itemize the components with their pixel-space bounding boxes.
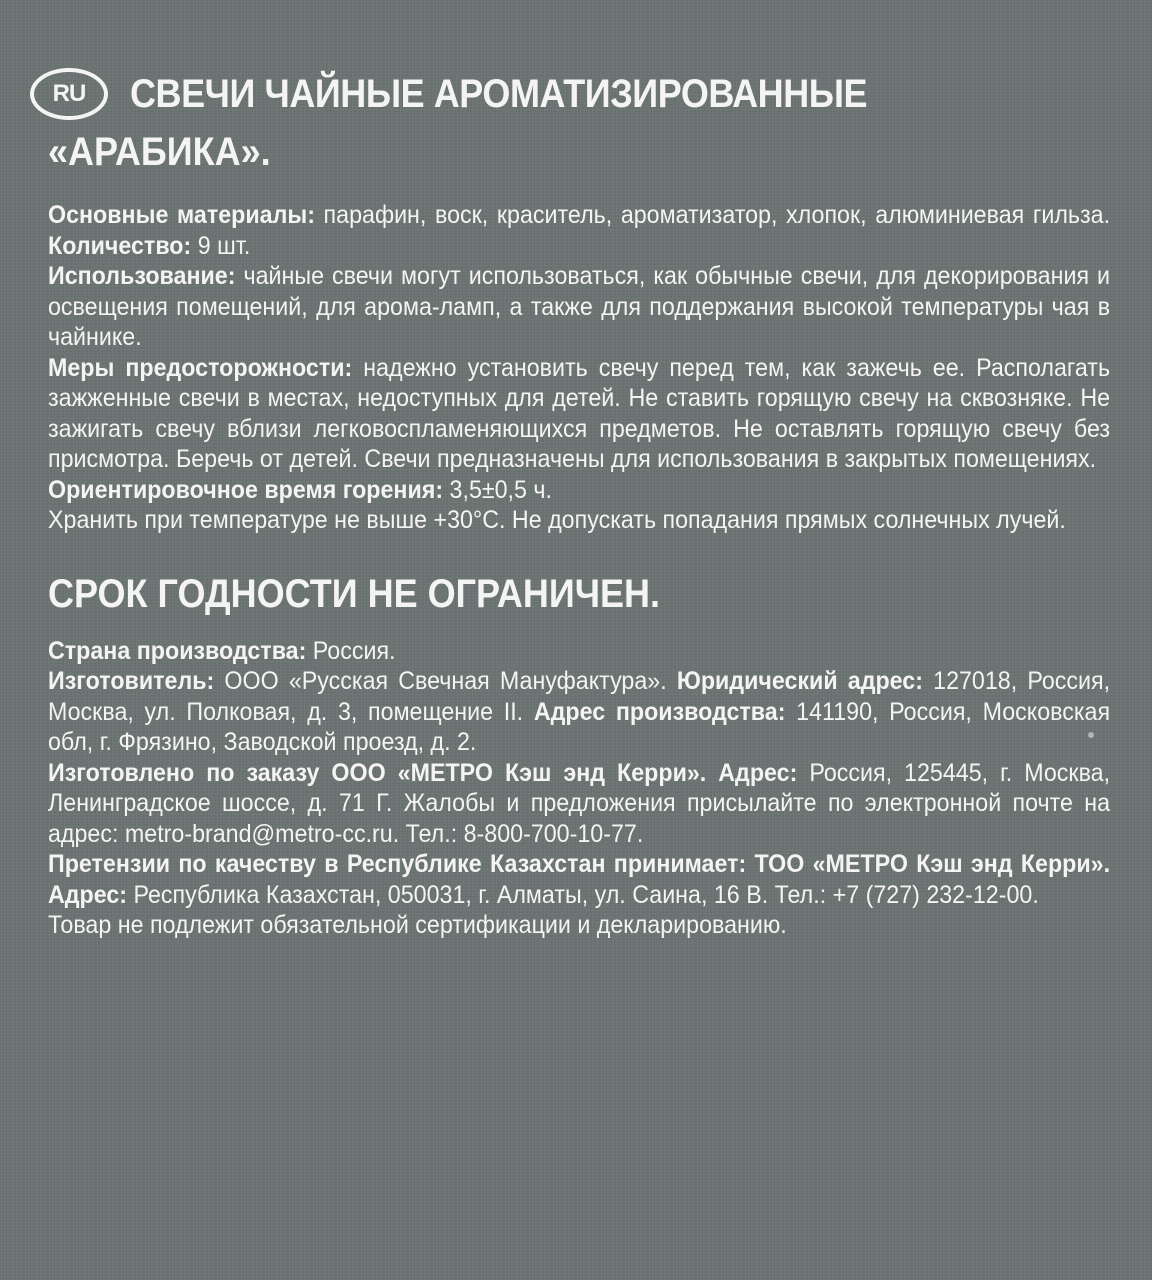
product-label: [48, 64, 1110, 941]
shelf-life-heading: СРОК ГОДНОСТИ НЕ ОГРАНИЧЕН.: [48, 571, 661, 616]
kz-claims-label: Претензии по качеству в Республике Казахстан принимает: ТОО «МЕТРО Кэш энд Керри». Адрес:: [48, 850, 1111, 909]
country-label: Страна производства:: [48, 636, 307, 665]
storage-paragraph: Хранить при температуре не выше +30°С. Не допускать попадания прямых солнечных лучей.: [48, 506, 1066, 534]
burn-time-paragraph: [48, 475, 1110, 506]
usage-text: чайные свечи могут использоваться, как обычные свечи, для декорирования и освещения помещений, для арома-ламп, а также для поддержания высокой температуры чая в чайнике.: [48, 262, 1111, 351]
precautions-paragraph: [48, 353, 1110, 475]
legal-address-text: 127018, Россия, Москва, ул. Полковая, д. 3, помещение II.: [48, 667, 1111, 726]
quantity-text: 9 шт.: [191, 231, 251, 260]
ordered-by-text: Россия, 125445, г. Москва, Ленинградское шоссе, д. 71 Г. Жалобы и предложения присылайте по электронной почте на адрес: metro-brand@metro-cc.ru. Тел.: 8-800-700-10-77.: [48, 758, 1111, 848]
certification-paragraph: Товар не подлежит обязательной сертификации и декларированию.: [48, 911, 787, 939]
quantity-label: Количество:: [48, 231, 192, 260]
language-badge: RU: [30, 68, 108, 120]
production-address-text: 141190, Россия, Московская обл, г. Фрязино, Заводской проезд, д. 2.: [48, 697, 1111, 756]
burn-time-label: Ориентировочное время горения:: [48, 475, 444, 504]
kz-claims-paragraph: [48, 849, 1110, 910]
product-subtitle: «АРАБИКА».: [48, 130, 271, 174]
manufacturer-block: [48, 636, 1110, 941]
precautions-label: Меры предосторожности:: [48, 353, 353, 382]
country-text: Россия.: [306, 636, 396, 665]
dust-speck: [1088, 732, 1094, 738]
usage-paragraph: [48, 261, 1110, 353]
burn-time-text: 3,5±0,5 ч.: [443, 475, 552, 504]
legal-address-label: Юридический адрес:: [676, 667, 923, 695]
description-block: [48, 200, 1110, 536]
usage-label: Использование:: [48, 262, 236, 290]
materials-paragraph: [48, 200, 1110, 261]
materials-label: Основные материалы:: [48, 201, 315, 229]
ordered-by-label: Изготовлено по заказу ООО «МЕТРО Кэш энд Керри». Адрес:: [48, 758, 798, 787]
product-title: СВЕЧИ ЧАЙНЫЕ АРОМАТИЗИРОВАННЫЕ: [130, 71, 868, 116]
country-paragraph: [48, 636, 1110, 667]
title-row: [30, 64, 1110, 124]
kz-claims-text: Республика Казахстан, 050031, г. Алматы, ул. Саина, 16 В. Тел.: +7 (727) 232-12-00.: [127, 880, 1039, 909]
maker-label: Изготовитель:: [48, 667, 215, 695]
precautions-text: надежно установить свечу перед тем, как зажечь ее. Располагать зажженные свечи в местах, недоступных для детей. Не ставить горящую свечу на сквозняке. Не зажигать свечу вблизи легковоспламеняющихся предметов. Не оставлять горящую свечу без присмотра. Беречь от детей. Свечи предназначены для использования в закрытых помещениях.: [48, 353, 1111, 473]
production-address-label: Адрес производства:: [533, 697, 786, 726]
maker-paragraph: [48, 666, 1110, 758]
maker-text: ООО «Русская Свечная Мануфактура».: [214, 667, 677, 695]
ordered-by-paragraph: [48, 758, 1110, 850]
materials-text: парафин, воск, краситель, ароматизатор, хлопок, алюминиевая гильза.: [314, 201, 1111, 229]
